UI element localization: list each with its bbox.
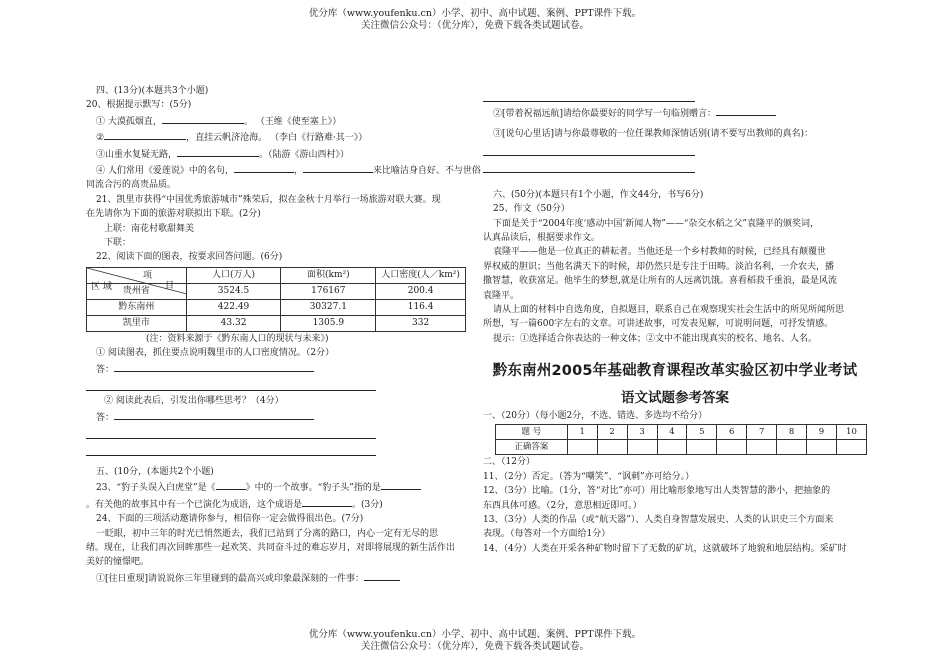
answer-cell <box>657 439 687 454</box>
q20-2-text: ，直挂云帆济沧海。 （李白《行路难·其一》） <box>186 133 368 144</box>
q24-2: ②[带着祝福远航]请给你最要好的同学写一句临别赠言： <box>493 109 717 119</box>
answer-cell <box>777 439 807 454</box>
q21-lower-couplet[interactable]: 下联： <box>104 238 132 249</box>
q22-1-answer-line-2[interactable] <box>86 377 376 391</box>
question-number: 7 <box>747 424 777 439</box>
q24-paragraph-2: 绪。现在，让我们再次回眸那些一起欢笑、共同奋斗过的难忘岁月，对即将展现的新生活作出 <box>86 542 456 553</box>
answer-table <box>495 424 867 456</box>
table-cell: 176167 <box>281 283 376 299</box>
q20-1-text: ① 大漠孤烟直， <box>96 116 162 127</box>
table-cell: 黔东南州 <box>87 299 187 315</box>
answer-section-2-title: 二、（12分） <box>483 457 535 468</box>
page-header <box>0 8 950 32</box>
footer-line-1: 优分库（www.youfenku.cn）小学、初中、高中试题、案例、PPT课件下载。 <box>308 629 642 640</box>
answer-11: 11、（2分）否定。（答为“嘲笑”、“讽刺”亦可给分。） <box>483 471 695 482</box>
corner-mu: 目 <box>165 280 175 291</box>
q24-2-answer-line[interactable] <box>716 105 776 116</box>
q24-paragraph-3: 美好的憧憬吧。 <box>86 557 150 568</box>
q24-3-answer-line-1[interactable] <box>483 142 695 156</box>
q20-2-num: ② <box>96 133 105 144</box>
q20-1-source: 。 （王维《使至塞上》） <box>243 116 342 127</box>
q21-line-1: 21、凯里市获得“中国优秀旅游城市”殊荣后，拟在金秋十月举行一场旅游对联大赛。现 <box>96 194 441 205</box>
q23-text-c: 。有关他的故事其中有一个已演化为成语，这个成语是 <box>86 499 303 510</box>
q20-2-blank[interactable] <box>104 129 186 140</box>
q24-3: ③[说句心里话]请与你最尊敬的一位任课教师深情话别(请不要写出教师的真名)： <box>493 129 814 140</box>
essay-paragraph-8: 所想，写一篇600字左右的文章。可讲述故事，可发表见解，可说明问题，可抒发情感。 <box>483 319 834 330</box>
answer-14: 14、（4分）人类在开采各种矿物时留下了无数的矿坑，这就破坏了地貌和地层结构。采矿时 <box>483 543 847 554</box>
answer-table-label-number: 题 号 <box>496 424 568 439</box>
question-number: 6 <box>717 424 747 439</box>
q22-2-answer-line-2[interactable] <box>86 425 376 439</box>
table-cell: 凯里市 <box>87 315 187 331</box>
essay-paragraph-5: 撒智慧，收获富足。他毕生的梦想,就是让所有的人远离饥饿。喜看稻菽千重浪，最是风流 <box>483 276 837 287</box>
essay-paragraph-1: 下面是关于“2004年度‘感动中国’新闻人物”——“杂交水稻之父”袁隆平的颁奖词， <box>493 218 820 229</box>
q25-title: 25、作文（50分） <box>493 204 570 215</box>
essay-paragraph-2: 认真品读后，根据要求作文。 <box>483 233 601 244</box>
table-header-area: 面积(km²) <box>281 267 376 283</box>
answer-13-line-2: 表现。（每答对一个方面给1分） <box>483 529 611 540</box>
q23-text-a: 23、“豹子头误入白虎堂”是《 <box>96 483 216 494</box>
table-cell: 贵州省 <box>87 283 187 299</box>
q20-4-text: ④ 人们常用《爱莲说》中的名句， <box>96 166 234 177</box>
q20-stem: 20、根据提示默写：(5分) <box>86 100 192 111</box>
question-number: 9 <box>807 424 837 439</box>
corner-region: 区 域 <box>91 281 112 292</box>
table-cell: 332 <box>376 315 466 331</box>
q20-4-comma: ， <box>293 166 303 177</box>
table-note: (注：资料来源于《黔东南人口的现状与未来》) <box>146 333 329 344</box>
essay-paragraph-3: 袁隆平——他是一位真正的耕耘者。当他还是一个乡村教师的时候，已经具有颠覆世 <box>493 247 827 258</box>
q21-line-2: 在先请你为下面的旅游对联拟出下联。(2分) <box>86 209 261 220</box>
question-number: 4 <box>657 424 687 439</box>
answer-cell <box>567 439 597 454</box>
q20-4-continued: 同流合污的高贵品质。 <box>86 180 177 191</box>
table-cell: 1305.9 <box>281 315 376 331</box>
essay-tip: 提示：①选择适合你表达的一种文体；②文中不能出现真实的校名、地名、人名。 <box>493 333 818 344</box>
q20-4-blank-b[interactable] <box>303 162 373 173</box>
q20-3-text: ③山重水复疑无路， <box>96 149 178 160</box>
header-line-1: 优分库（www.youfenku.cn）小学、初中、高中试题、案例、PPT课件下载。 <box>308 8 642 19</box>
q22-stem: 22、阅读下面的图表，按要求回答问题。(6分) <box>96 252 283 263</box>
question-number: 10 <box>836 424 866 439</box>
question-number: 8 <box>777 424 807 439</box>
answer-key-title: 黔东南州2005年基础教育课程改革实验区初中学业考试 <box>492 363 858 380</box>
q23-text-b: 》中的一个故事。“豹子头”指的是 <box>245 483 381 494</box>
q23-blank-book[interactable] <box>216 479 246 490</box>
essay-paragraph-6: 袁隆平。 <box>483 290 520 301</box>
right-column <box>483 88 867 556</box>
question-number: 2 <box>597 424 627 439</box>
q24-stem: 24、下面的三项活动邀请你参与，相信你一定会做得很出色。(7分) <box>96 514 364 525</box>
q20-4-blank-a[interactable] <box>234 162 294 173</box>
answer-cell <box>717 439 747 454</box>
table-header-density: 人口密度(人／km²) <box>376 267 466 283</box>
answer-cell <box>807 439 837 454</box>
essay-paragraph-4: 界权威的胆识；当他名满天下的时候，却仍然只是专注于田畴。淡泊名利，一介农夫，播 <box>483 261 835 272</box>
q21-upper-couplet: 上联：南花村歌甜舞美 <box>104 223 195 234</box>
q24-1-answer-line[interactable] <box>364 570 400 581</box>
section-5-title: 五、(10分，(本题共2个小题) <box>96 466 214 477</box>
answer-section-1-title: 一、（20分）（每小题2分，不选、错选、多选均不给分） <box>483 411 708 422</box>
answer-label-2: 答： <box>96 412 115 423</box>
footer-line-2: 关注微信公众号：（优分库），免费下载各类试题试卷。 <box>360 641 589 652</box>
answer-key-subtitle: 语文试题参考答案 <box>621 389 729 406</box>
answer-12-line-1: 12、（3分）比喻。（1分，答“对比”亦可）用比喻形象地写出人类智慧的渺小，把抽象的 <box>483 486 831 497</box>
q20-3-blank[interactable] <box>177 146 259 157</box>
table-cell: 422.49 <box>186 299 281 315</box>
q22-1-answer-line[interactable] <box>114 361 314 372</box>
answer-cell <box>687 439 717 454</box>
table-row <box>87 315 466 331</box>
table-cell: 116.4 <box>376 299 466 315</box>
q22-1: ① 阅读图表，抓住要点说明魏里市的人口密度情况。（2分） <box>96 348 335 359</box>
q20-1-blank[interactable] <box>162 113 244 124</box>
answer-cell <box>627 439 657 454</box>
q24-paragraph-1: 一眨眼，初中三年的时光已悄然逝去，我们已站到了分离的路口，内心一定有无尽的思 <box>96 528 439 539</box>
q24-3-answer-line-2[interactable] <box>483 159 695 173</box>
question-number: 5 <box>687 424 717 439</box>
header-line-2: 关注微信公众号：（优分库），免费下载各类试题试卷。 <box>360 20 589 31</box>
answer-12-line-2: 东西具体可感。（2分，意思相近即可。） <box>483 500 642 511</box>
page-footer <box>0 629 950 653</box>
q22-2-answer-line[interactable] <box>114 409 314 420</box>
answer-label: 答： <box>96 364 115 375</box>
question-number: 3 <box>627 424 657 439</box>
q20-4-tail: 来比喻洁身自好、不与世俗 <box>372 166 481 177</box>
q24-1: ①[往日重现]请说说你三年里碰到的最高兴或印象最深刻的一件事： <box>96 573 365 584</box>
section-6-title: 六、(50分)(本题只有1个小题，作文44分，书写6分) <box>493 189 704 200</box>
section-4-title: 四、(13分)(本题共3个小题) <box>96 86 209 96</box>
table-cell: 200.4 <box>376 283 466 299</box>
q22-2: ② 阅读此表后，引发出你哪些思考？（4分） <box>104 396 284 407</box>
population-table <box>86 267 466 332</box>
answer-cell <box>747 439 777 454</box>
q23-blank-idiom[interactable] <box>302 496 352 507</box>
left-column <box>86 84 481 586</box>
q23-blank-person[interactable] <box>381 479 421 490</box>
answer-cell <box>836 439 866 454</box>
answer-13-line-1: 13、（3分）人类的作品（或“航天器”）、人类自身智慧发展史、人类的认识史三个方面来 <box>483 514 834 525</box>
q20-3-source: 。（陆游《游山西村》） <box>259 149 350 160</box>
table-row <box>87 299 466 315</box>
table-cell: 43.32 <box>186 315 281 331</box>
q22-2-answer-line-3[interactable] <box>86 442 376 456</box>
q23-text-d: 。(3分) <box>352 499 383 510</box>
corner-item: 项 <box>143 270 153 281</box>
table-cell: 3524.5 <box>186 283 281 299</box>
table-header-population: 人口(万人) <box>186 267 281 283</box>
answer-table-label-answer: 正确答案 <box>496 439 568 454</box>
table-cell: 30327.1 <box>281 299 376 315</box>
answer-cell <box>597 439 627 454</box>
q24-1-answer-line-2[interactable] <box>483 88 695 102</box>
essay-paragraph-7: 请从上面的材料中自选角度，自拟题目，联系自己在观察现实社会生活中的所见所闻所思 <box>493 305 845 316</box>
question-number: 1 <box>567 424 597 439</box>
